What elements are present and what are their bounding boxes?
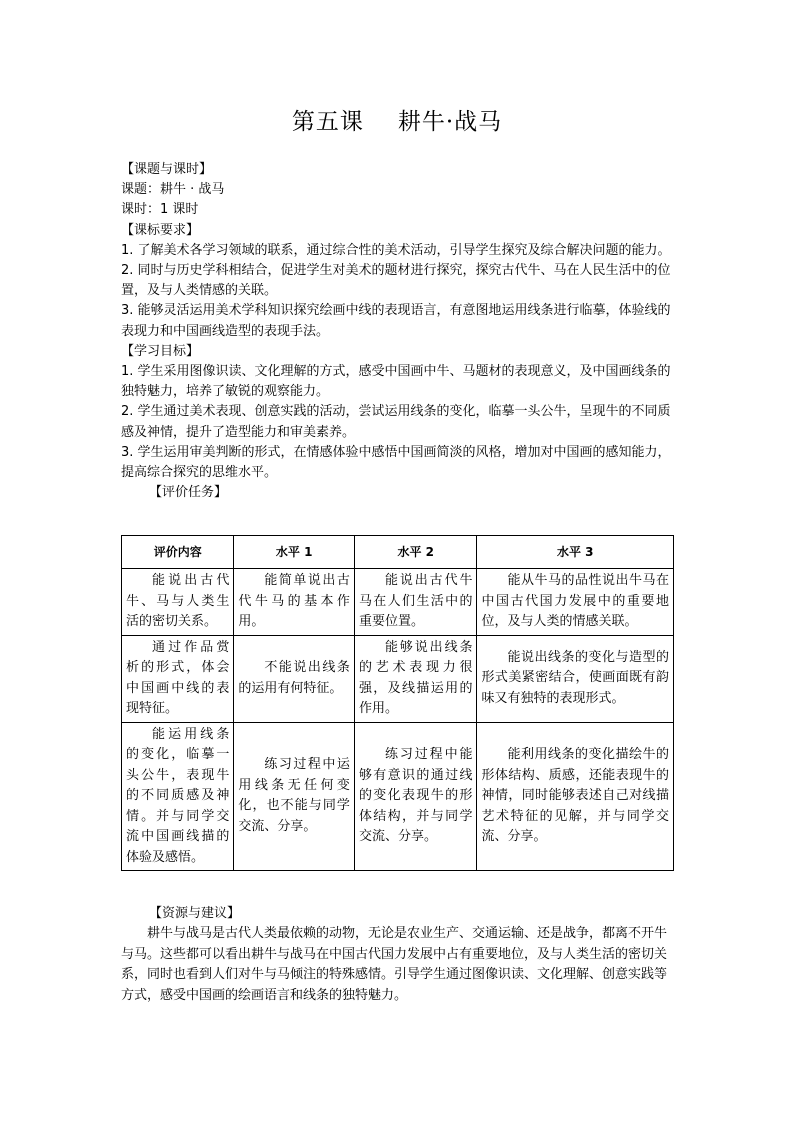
goal-item: 1. 学生采用图像识读、文化理解的方式，感受中国画中牛、马题材的表现意义，及中国画线条的独特魅力，培养了敏锐的观察能力。 bbox=[121, 364, 671, 400]
eval-heading: 【评价任务】 bbox=[149, 485, 228, 501]
table-row bbox=[122, 635, 674, 722]
lesson-info bbox=[121, 160, 676, 503]
table-header: 评价内容 bbox=[122, 536, 234, 569]
page-title bbox=[0, 103, 794, 136]
table-cell: 能说出线条的变化与造型的形式美紧密结合，使画面既有韵味又有独特的表现形式。 bbox=[477, 635, 674, 722]
goal-item: 3. 学生运用审美判断的形式，在情感体验中感悟中国画简淡的风格，增加对中国画的感知能力，提高综合探究的思维水平。 bbox=[121, 444, 671, 481]
table-row bbox=[122, 569, 674, 636]
table-cell: 练习过程中能够有意识的通过线的变化表现牛的形体结构，并与同学交流、分享。 bbox=[354, 722, 477, 871]
time-line: 课时：1 课时 bbox=[121, 202, 199, 218]
lesson-number: 第五课 bbox=[291, 109, 364, 135]
resources-paragraph: 耕牛与战马是古代人类最依赖的动物，无论是农业生产、交通运输、还是战争，都离不开牛与马。这些都可以看出耕牛与战马在中国古代国力发展中占有重要地位，及与人类生活的密切关系，同时也看到人们对牛与马倾注的特殊感情。引导学生通过图像识读、文化理解、创意实践等方式，感受中国画的绘画语言和线条的独特魅力。 bbox=[121, 926, 668, 1003]
goals-heading: 【学习目标】 bbox=[121, 343, 200, 359]
evaluation-table bbox=[121, 535, 674, 871]
topic-line: 课题：耕牛 · 战马 bbox=[121, 182, 225, 198]
table-cell: 能够说出线条的艺术表现力很强，及线描运用的作用。 bbox=[354, 635, 477, 722]
table-header-row bbox=[122, 536, 674, 569]
standard-item: 2. 同时与历史学科相结合，促进学生对美术的题材进行探究，探究古代牛、马在人民生活中的位置，及与人类情感的关联。 bbox=[121, 263, 671, 299]
table-cell: 能从牛马的品性说出牛马在中国古代国力发展中的重要地位，及与人类的情感关联。 bbox=[477, 569, 674, 636]
topic-time-heading: 【课题与课时】 bbox=[121, 162, 213, 177]
table-cell: 练习过程中运用线条无任何变化，也不能与同学交流、分享。 bbox=[234, 722, 355, 871]
table-cell: 能利用线条的变化描绘牛的形体结构、质感，还能表现牛的神情，同时能够表述自己对线描艺术特征的见解，并与同学交流、分享。 bbox=[477, 722, 674, 871]
standards-heading: 【课标要求】 bbox=[121, 222, 200, 238]
standard-item: 1. 了解美术各学习领域的联系，通过综合性的美术活动，引导学生探究及综合解决问题的能力。 bbox=[121, 242, 671, 258]
table-cell: 能说出古代牛、马与人类生活的密切关系。 bbox=[122, 569, 234, 636]
table-header: 水平 3 bbox=[477, 536, 674, 569]
resources-section bbox=[121, 904, 676, 1006]
table-header: 水平 2 bbox=[354, 536, 477, 569]
table-cell: 能简单说出古代牛马的基本作用。 bbox=[234, 569, 355, 636]
table-cell: 能说出古代牛马在人们生活中的重要位置。 bbox=[354, 569, 477, 636]
table-cell: 不能说出线条的运用有何特征。 bbox=[234, 635, 355, 722]
table-header: 水平 1 bbox=[234, 536, 355, 569]
table-cell: 能运用线条的变化，临摹一头公牛，表现牛的不同质感及神情。并与同学交流中国画线描的体验及感悟。 bbox=[122, 722, 234, 871]
standard-item: 3. 能够灵活运用美术学科知识探究绘画中线的表现语言，有意图地运用线条进行临摹，体验线的表现力和中国画线造型的表现手法。 bbox=[121, 303, 671, 339]
table-cell: 通过作品赏析的形式，体会中国画中线的表现特征。 bbox=[122, 635, 234, 722]
table-row bbox=[122, 722, 674, 871]
goal-item: 2. 学生通过美术表现、创意实践的活动，尝试运用线条的变化，临摹一头公牛，呈现牛的不同质感及神情，提升了造型能力和审美素养。 bbox=[121, 404, 671, 440]
resources-heading: 【资源与建议】 bbox=[149, 906, 241, 921]
lesson-name: 耕牛·战马 bbox=[397, 109, 503, 135]
